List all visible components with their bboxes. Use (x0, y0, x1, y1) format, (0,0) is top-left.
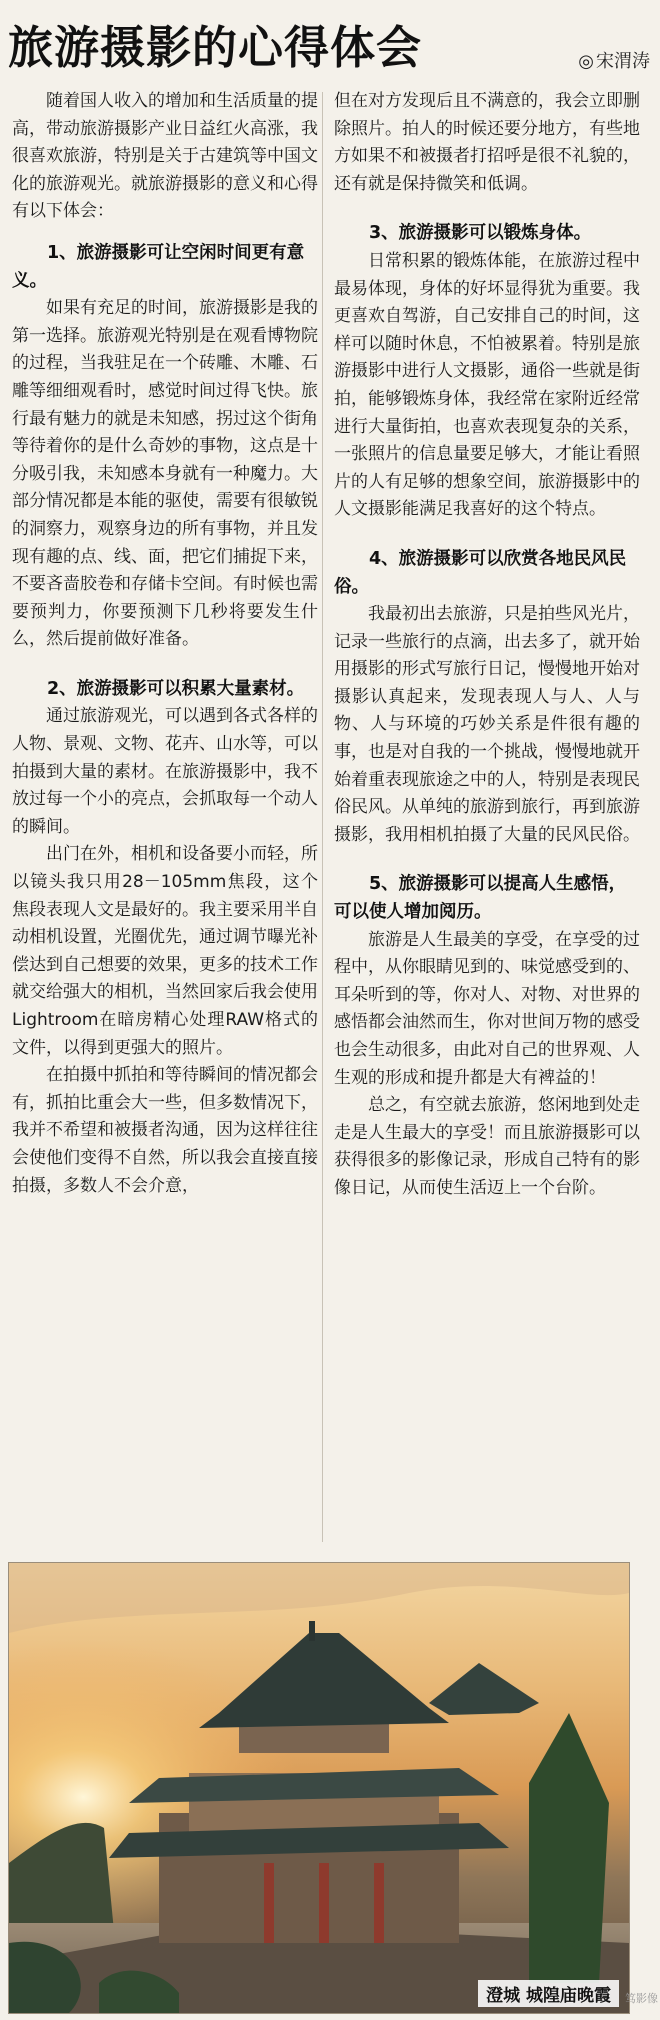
byline (578, 50, 650, 74)
section-4-paragraph: 我最初出去旅游，只是拍些风光片，记录一些旅行的点滴，出去多了，就开始用摄影的形式写旅行日记，慢慢地开始对摄影认真起来，发现表现人与人、人与物、人与环境的巧妙关系是件很有趣的事，也是对自我的一个挑战，慢慢地就开始着重表现旅途之中的人，特别是表现民俗民风。从单纯的旅游到旅行，再到旅游摄影，我用相机拍摄了大量的民风民俗。 (334, 604, 640, 845)
section-5-heading: 5、旅游摄影可以提高人生感悟，可以使人增加阅历。 (334, 874, 627, 923)
section-3-paragraph: 日常积累的锻炼体能，在旅游过程中最易体现，身体的好坏显得犹为重要。我更喜欢自驾游，自己安排自己的时间，这样可以随时休息，不怕被累着。特别是旅游摄影中进行人文摄影，通俗一些就是街拍，能够锻炼身体，我经常在家附近经常进行大量街拍，也喜欢表现复杂的关系，一张照片的信息量要足够大，才能让看照片的人有足够的想象空间，旅游摄影中的人文摄影能满足我喜好的这个特点。 (334, 250, 640, 520)
section-2-paragraph-1: 通过旅游观光，可以遇到各式各样的人物、景观、文物、花卉、山水等，可以拍摄到大量的素材。在旅游摄影中，我不放过每一个小的亮点，会抓取每一个动人的瞬间。 (12, 706, 318, 837)
section-4-heading: 4、旅游摄影可以欣赏各地民风民俗。 (334, 548, 627, 597)
watermark-label: 笃影像 (625, 1992, 658, 2005)
section-5-paragraph-2: 总之，有空就去旅游，悠闲地到处走走是人生最大的享受！而且旅游摄影可以获得很多的影像记录，形成自己特有的影像日记，从而使生活迈上一个台阶。 (334, 1095, 640, 1198)
temple-sunset-photo (8, 1562, 630, 2014)
section-1-paragraph: 如果有充足的时间，旅游摄影是我的第一选择。旅游观光特别是在观看博物院的过程，当我驻足在一个砖雕、木雕、石雕等细细观看时，感觉时间过得飞快。旅行最有魅力的就是未知感，拐过这个街角等待着你的是什么奇妙的事物，这点是十分吸引我，未知感本身就有一种魔力。大部分情况都是本能的驱使，需要有很敏锐的洞察力，观察身边的所有事物，并且发现有趣的点、线、面，把它们捕捉下来，不要吝啬胶卷和存储卡空间。有时候也需要预判力，你要预测下几秒将要发生什么，然后提前做好准备。 (12, 298, 318, 650)
intro-paragraph: 随着国人收入的增加和生活质量的提高，带动旅游摄影产业日益红火高涨，我很喜欢旅游，特别是关于古建筑等中国文化的旅游观光。就旅游摄影的意义和心得有以下体会： (12, 91, 318, 222)
article-header (8, 18, 652, 80)
column-divider (322, 92, 323, 1542)
section-2-paragraph-2: 出门在外，相机和设备要小而轻，所以镜头我只用28－105mm焦段，这个焦段表现人文是最好的。我主要采用半自动相机设置，光圈优先，通过调节曝光补偿达到自己想要的效果，更多的技术工作就交给强大的相机，当然回家后我会使用Lightroom在暗房精心处理RAW格式的文件，以得到更强大的照片。 (12, 844, 318, 1058)
section-3-heading: 3、旅游摄影可以锻炼身体。 (369, 223, 592, 244)
article-title: 旅游摄影的心得体会 (8, 21, 423, 74)
author-name: 宋渭涛 (596, 51, 650, 72)
section-2-heading: 2、旅游摄影可以积累大量素材。 (47, 678, 305, 699)
temple-illustration (9, 1563, 629, 2013)
photo-caption: 澄城 城隍庙晚霞 (478, 1980, 619, 2007)
section-1-heading: 1、旅游摄影可让空闲时间更有意义。 (12, 242, 305, 291)
article-column-right (334, 88, 640, 1203)
author-mark-icon: ◎ (578, 51, 594, 72)
continued-paragraph: 但在对方发现后且不满意的，我会立即删除照片。拍人的时候还要分地方，有些地方如果不和被摄者打招呼是很不礼貌的，还有就是保持微笑和低调。 (334, 91, 640, 194)
section-5-paragraph-1: 旅游是人生最美的享受，在享受的过程中，从你眼睛见到的、味觉感受到的、耳朵听到的等，你对人、对物、对世界的感悟都会油然而生，你对世间万物的感受也会生动很多，由此对自己的世界观、人生观的形成和提升都是大有裨益的！ (334, 929, 640, 1088)
article-column-left (12, 88, 318, 1200)
section-2-paragraph-3: 在拍摄中抓拍和等待瞬间的情况都会有，抓拍比重会大一些，但多数情况下，我并不希望和被摄者沟通，因为这样往往会使他们变得不自然，所以我会直接直接拍摄，多数人不会介意， (12, 1065, 318, 1196)
